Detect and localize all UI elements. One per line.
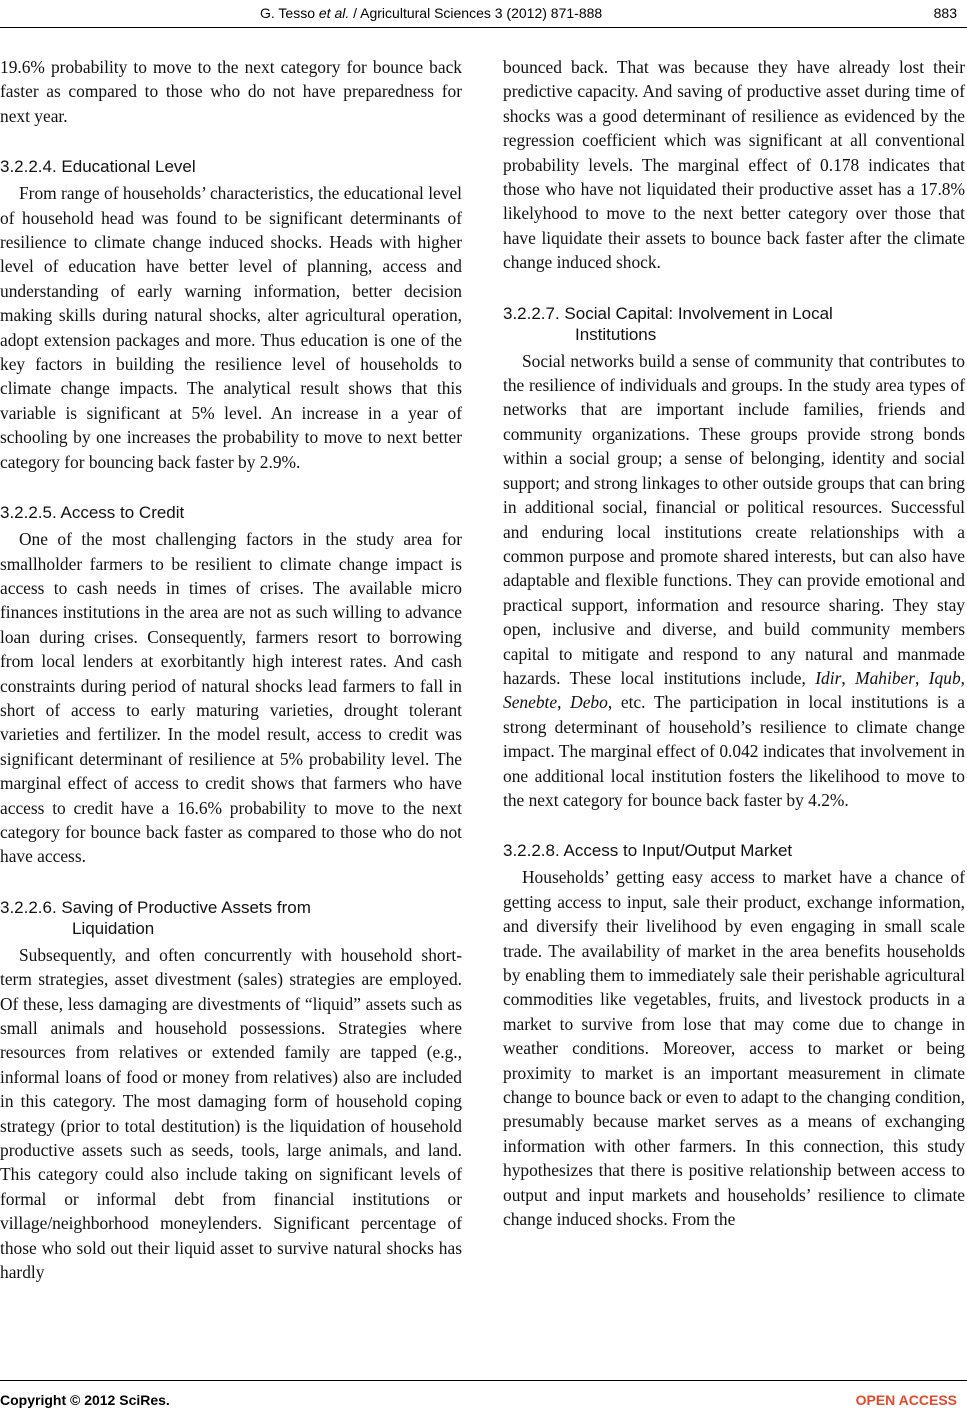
running-head-journal: / Agricultural Sciences 3 (2012) 871-888 [349, 5, 603, 21]
running-head [260, 5, 602, 21]
paragraph-social-capital [503, 349, 965, 813]
paragraph-educational-level: From range of households’ characteristics, the educational level of household head was found to be significant determinants of resilience to climate change induced shocks. Heads with higher level of education have better level of planning, access and understanding of early warning information, better decision making skills during natural shocks, alter agricultural operation, adopt extension packages and more. Thus education is one of the key factors in building the resilience level of households to climate change impacts. The analytical result shows that this variable is significant at 5% level. An increase in a year of schooling by one increases the probability to move to next better category for bouncing back faster by 2.9%. [0, 183, 462, 472]
section-heading-access-to-credit: 3.2.2.5. Access to Credit [0, 503, 185, 523]
text-segment: Social networks build a sense of community that contributes to the resilience of individuals and groups. In the study area types of networks that are important include families, friends and community organizations. These groups provide strong bonds within a social group; a sense of belonging, identity and social support; and strong linkages to other outside groups that can bring in additional social, financial or political resources. Successful and enduring local institutions create relationships with a common purpose and promote shared interests, but can also have adaptable and flexible functions. They can provide emotional and practical support, information and resource sharing. They stay open, inclusive and diverse, and build community members capital to mitigate and respond to any natural and manmade hazards. These local institutions include, [503, 350, 965, 688]
separator: , [841, 667, 856, 688]
paragraph-saving-productive-assets: Subsequently, and often concurrently with household short-term strategies, asset divestment (sales) strategies are employed. Of these, less damaging are divestments of “liquid” assets such as small animals and household possessions. Strategies where resources from relatives or extended family are tapped (e.g., informal loans of food or money from relatives) also are included in this category. The most damaging form of household coping strategy (prior to total destitution) is the liquidation of household productive assets such as seeds, tools, large animals, and land. This category could also include taking on significant levels of formal or informal debt from financial institutions or village/neighborhood moneylenders. Significant percentage of those who sold out their liquid asset to survive natural shocks has hardly [0, 944, 462, 1283]
section-heading-social-capital [503, 303, 965, 345]
section-heading-saving-productive-assets [0, 897, 462, 939]
open-access-label: OPEN ACCESS [855, 1392, 957, 1408]
institution-name: Iqub [928, 667, 961, 688]
left-column [0, 55, 462, 1284]
copyright-notice: Copyright © 2012 SciRes. [0, 1392, 170, 1408]
paragraph-continuation: 19.6% probability to move to the next category for bounce back faster as compared to those who do not have preparedness for next year. [0, 57, 462, 126]
right-column [503, 55, 965, 1231]
separator: , [557, 692, 571, 713]
page-footer [0, 1392, 967, 1412]
running-header [0, 0, 967, 28]
section-heading-educational-level: 3.2.2.4. Educational Level [0, 157, 196, 177]
running-head-authors: G. Tesso [260, 5, 319, 21]
text-segment: , etc. The participation in local institutions is a strong determinant of household’s resilience to climate change impact. The marginal effect of 0.042 indicates that involvement in one additional local institution fosters the likelihood to move to the next category for bounce back faster by 4.2%. [503, 692, 965, 810]
heading-line-1: 3.2.2.7. Social Capital: Involvement in Local [503, 303, 833, 323]
separator: , [915, 667, 929, 688]
running-head-et-al: et al. [318, 5, 350, 21]
institution-name: Senebte [503, 692, 558, 713]
paragraph-continuation-right: bounced back. That was because they have already lost their predictive capacity. And saving of productive asset during time of shocks was a good determinant of resilience as evidenced by the regression coefficient which was significant at all conventional probability levels. The marginal effect of 0.178 indicates that those who have not liquidated their productive asset has a 17.8% likelyhood to move to the next better category over those that have liquidate their assets to bounce back faster after the climate change induced shock. [503, 57, 965, 273]
footer-rule [0, 1380, 967, 1381]
paragraph-access-to-credit: One of the most challenging factors in the study area for smallholder farmers to be resilient to climate change impact is access to cash needs in times of crises. The available micro finances institutions in the area are not as such willing to advance loan during crises. Consequently, farmers resort to borrowing from local lenders at exorbitantly high interest rates. And cash constraints during period of natural shocks lead farmers to fall in short of access to early maturing varieties, drought tolerant varieties and fertilizer. In the model result, access to credit was significant determinant of resilience at 5% probability level. The marginal effect of access to credit shows that farmers who have access to credit have a 16.6% probability to move to the next category for bounce back faster as compared to those who do not have access. [0, 529, 462, 867]
separator: , [960, 667, 966, 688]
institution-name: Idir [815, 667, 842, 688]
page-number: 883 [933, 5, 957, 21]
heading-line-2: Liquidation [72, 918, 155, 938]
section-heading-market-access: 3.2.2.8. Access to Input/Output Market [503, 841, 793, 861]
heading-line-1: 3.2.2.6. Saving of Productive Assets from [0, 897, 311, 917]
heading-line-2: Institutions [575, 324, 657, 344]
institution-name: Mahiber [855, 667, 916, 688]
institution-name: Debo [570, 692, 608, 713]
paragraph-market-access: Households’ getting easy access to market have a chance of getting access to input, sale their product, exchange information, and diversify their livelihood by even engaging in small scale trade. The availability of market in the area benefits households by enabling them to immediately sale their perishable agricultural commodities like vegetables, fruits, and livestock products in a market to survive from lose that may come due to change in weather conditions. Moreover, access to market or being proximity to market is an important measurement in climate change to bounce back or even to adapt to the changing condition, presumably because market serves as a means of exchanging information with other farmers. In this connection, this study hypothesizes that there is positive relationship between access to output and input markets and households’ resilience to climate change induced shocks. From the [503, 867, 965, 1230]
